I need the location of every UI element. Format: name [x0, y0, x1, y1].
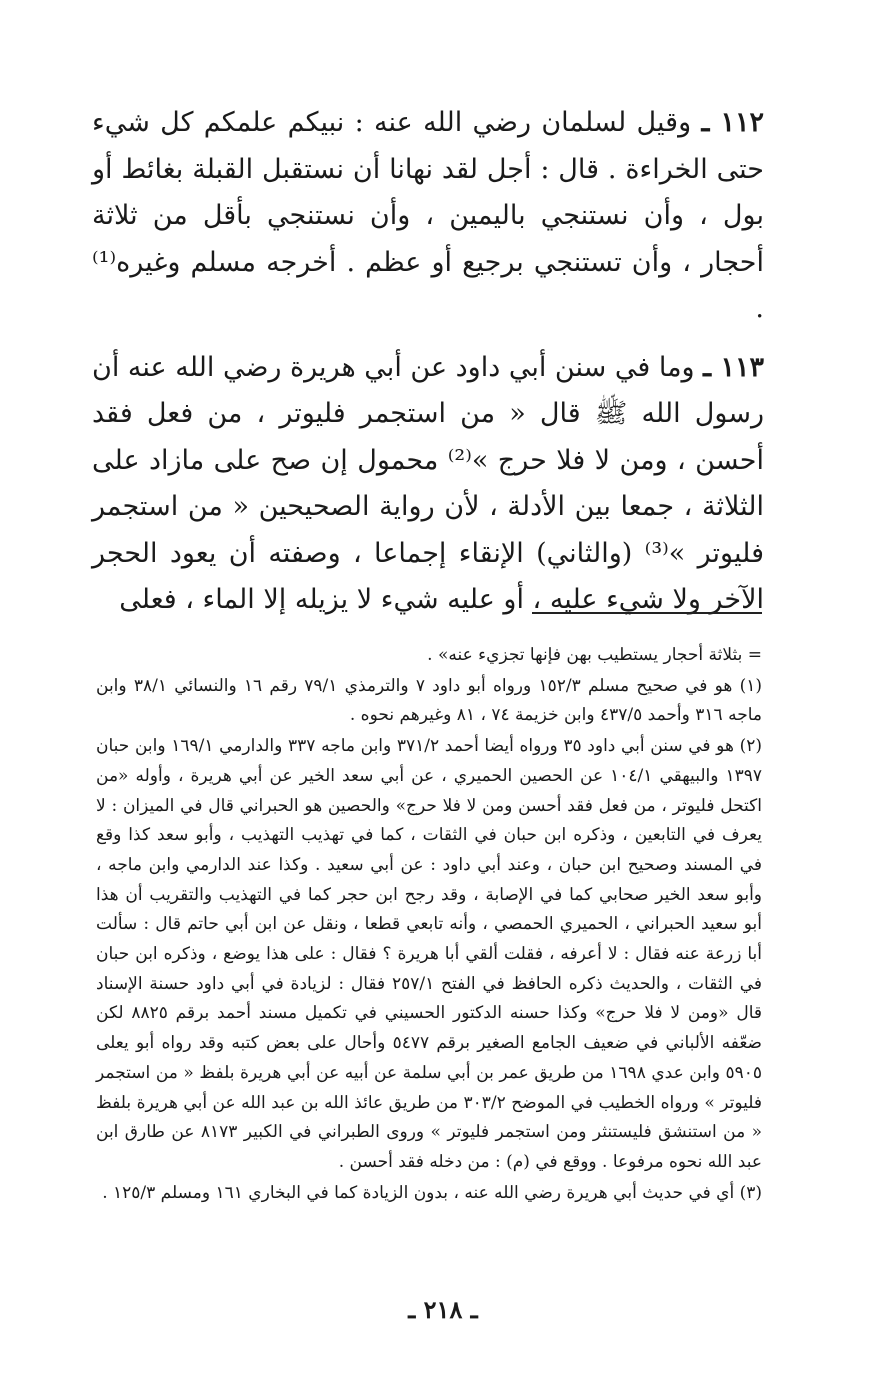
paragraph-112 — [92, 100, 764, 333]
paragraph-number: ١١٣ ـ — [703, 351, 765, 383]
footnote-3: (٣) أي في حديث أبي هريرة رضي الله عنه ، بدون الزيادة كما في البخاري ١٦١ ومسلم ١٢٥/٣ . — [102, 1182, 762, 1203]
footnote-separator — [532, 612, 762, 614]
footnote-1: (١) هو في صحيح مسلم ١٥٢/٣ ورواه أبو داود ٧ والترمذي ٧٩/١ رقم ١٦ والنسائي ٣٨/١ وابن ماجه ٣١٦ وأحمد ٤٣٧/٥ وابن خزيمة ٧٤ ، ٨١ وغيرهم نحوه . — [96, 675, 763, 726]
paragraph-text: وقيل لسلمان رضي الله عنه : نبيكم علمكم كل شيء حتى الخراءة . قال : أجل لقد نهانا أن نستقبل القبلة بغائط أو بول ، وأن نستنجي باليمين ، وأن نستنجي بأقل من ثلاثة أحجار ، وأن تستنجي برجيع أو عظم . أخرجه مسلم وغيره⁽¹⁾ . — [92, 107, 764, 324]
paragraph-number: ١١٢ ـ — [701, 107, 764, 138]
main-text — [92, 100, 764, 636]
paragraph-text: وما في سنن أبي داود عن أبي هريرة رضي الله عنه أن رسول الله ﷺ قال « من استجمر فليوتر ، من فعل فقد أحسن ، ومن لا فلا حرج »⁽²⁾ محمول إن صح على مازاد على الثلاثة ، جمعا بين الأدلة ، لأن رواية الصحيحين « من استجمر فليوتر »⁽³⁾ (والثاني) الإنقاء إجماعا ، وصفته أن يعود الحجر الآخر ولا شيء عليه ، أو عليه شيء لا يزيله إلا الماء ، فعلى — [92, 351, 764, 615]
footnotes — [96, 641, 762, 1209]
footnote-2: (٢) هو في سنن أبي داود ٣٥ ورواه أيضا أحمد ٣٧١/٢ وابن ماجه ٣٣٧ والدارمي ١٦٩/١ وابن حبان ١٣٩٧ والبيهقي ١٠٤/١ عن الحصين الحميري ، عن أبي سعد الخير عن أبي هريرة ، وأوله «من اكتحل فليوتر ، من فعل فقد أحسن ومن لا فلا حرج» والحصين هو الحبراني قال في الميزان : لا يعرف في التابعين ، وذكره ابن حبان في الثقات ، كما في تهذيب التهذيب ، وأبو سعد كذا وقع في المسند وصحيح ابن حبان ، وعند أبي داود : عن أبي سعيد . وكذا عند الدارمي وابن ماجه ، وأبو سعد الخير صحابي كما في الإصابة ، وقد رجح ابن حجر كما في التهذيب والتقريب أن هذا أبو سعيد الحبراني ، الحميري الحمصي ، وأنه تابعي قطعا ، ونقل عن ابن أبي حاتم قال : سألت أبا زرعة عنه فقال : لا أعرفه ، فقلت ألقي أبا هريرة ؟ فقال : على هذا يوضع ، وذكره ابن حبان في الثقات ، والحديث ذكره الحافظ في الفتح ٢٥٧/١ فقال : لزيادة في أبي داود حسنة الإسناد قال «ومن لا فلا حرج» وكذا حسنه الدكتور الحسيني في تكميل مسند أحمد برقم ٨٨٢٥ لكن ضعّفه الألباني في ضعيف الجامع الصغير برقم ٥٤٧٧ وأحال على بعض كتبه وقد رواه أبو يعلى ٥٩٠٥ وابن عدي ١٦٩٨ من طريق عمر بن أبي سلمة عن أبيه عن أبي هريرة بلفظ « من استجمر فليوتر » ورواه الخطيب في الموضح ٣٠٣/٢ من طريق عائذ الله بن عبد الله عن أبي هريرة بلفظ « من استنشق فليستنثر ومن استجمر فليوتر » وروى الطبراني في الكبير ٨١٧٣ عن طارق ابن عبد الله نحوه مرفوعا . ووقع في (م) : من دخله فقد أحسن . — [96, 736, 762, 1172]
footnote-continuation: = بثلاثة أحجار يستطيب بهن فإنها تجزيء عنه» . — [427, 645, 762, 665]
page-number: ـ ٢١٨ ـ — [408, 1295, 478, 1324]
paragraph-113 — [92, 345, 764, 624]
